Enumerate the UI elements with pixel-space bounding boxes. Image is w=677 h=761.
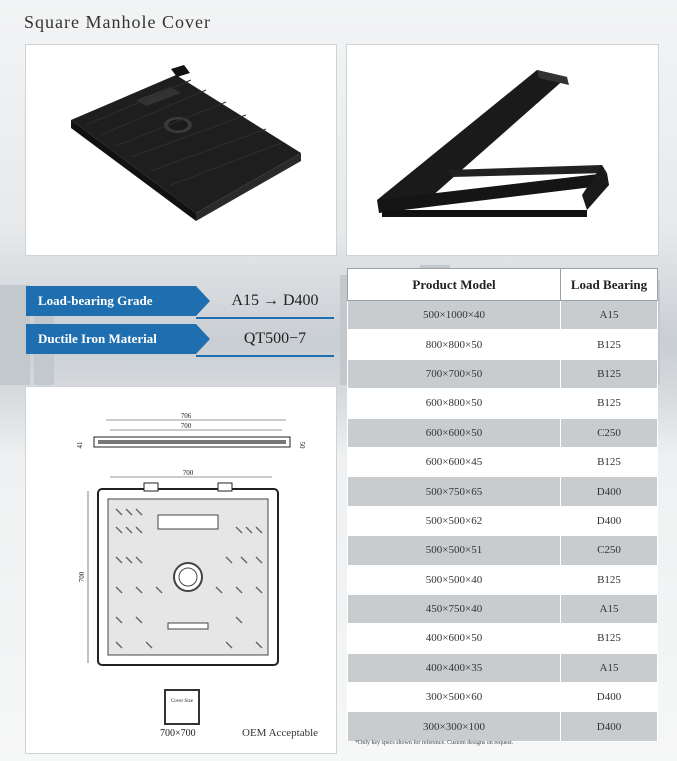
load-bearing-grade-value: A15 → D400 <box>231 292 319 309</box>
table-row <box>348 594 658 623</box>
oem-acceptable: OEM Acceptable <box>242 727 319 739</box>
load-bearing-cell: D400 <box>561 477 658 506</box>
load-bearing-grade-row <box>26 286 334 316</box>
cover-size-label: Cover Size <box>170 699 194 704</box>
label-arrow-shape <box>196 286 210 316</box>
product-model-cell: 300×500×60 <box>348 683 561 712</box>
product-model-cell: 500×500×62 <box>348 506 561 535</box>
dim-top-inner: 700 <box>180 422 192 430</box>
table-row <box>348 330 658 359</box>
product-model-cell: 600×600×45 <box>348 447 561 476</box>
table-row <box>348 301 658 330</box>
table-footnote: *Only key specs shown for reference. Custom designs on request. <box>355 740 514 746</box>
load-bearing-cell: B125 <box>561 447 658 476</box>
underline <box>196 355 334 357</box>
closed-cover-photo <box>25 44 337 256</box>
product-model-cell: 400×600×50 <box>348 624 561 653</box>
header-load-bearing: Load Bearing <box>561 269 658 301</box>
table-row <box>348 477 658 506</box>
load-bearing-cell: A15 <box>561 301 658 330</box>
load-bearing-cell: B125 <box>561 565 658 594</box>
product-model-cell: 500×750×65 <box>348 477 561 506</box>
load-bearing-cell: D400 <box>561 506 658 535</box>
load-bearing-cell: C250 <box>561 536 658 565</box>
table-row <box>348 712 658 741</box>
dim-top-outer: 706 <box>180 412 192 420</box>
load-bearing-grade-label: Load-bearing Grade <box>26 286 196 316</box>
load-bearing-cell: B125 <box>561 389 658 418</box>
table-row <box>348 506 658 535</box>
spec-table <box>347 268 658 742</box>
load-bearing-cell: C250 <box>561 418 658 447</box>
product-model-cell: 700×700×50 <box>348 359 561 388</box>
open-cover-photo <box>346 44 659 256</box>
table-row <box>348 447 658 476</box>
product-model-cell: 500×500×51 <box>348 536 561 565</box>
table-row <box>348 418 658 447</box>
table-row <box>348 536 658 565</box>
cover-size-caption: 700×700 <box>160 728 196 739</box>
underline <box>196 317 334 319</box>
load-bearing-cell: B125 <box>561 330 658 359</box>
load-bearing-cell: B125 <box>561 359 658 388</box>
material-value: QT500−7 <box>243 330 307 347</box>
table-row <box>348 389 658 418</box>
product-model-cell: 600×600×50 <box>348 418 561 447</box>
label-arrow-shape <box>196 324 210 354</box>
load-bearing-cell: B125 <box>561 624 658 653</box>
header-product-model: Product Model <box>348 269 561 301</box>
table-row <box>348 565 658 594</box>
product-model-cell: 450×750×40 <box>348 594 561 623</box>
load-bearing-cell: A15 <box>561 653 658 682</box>
product-model-cell: 600×800×50 <box>348 389 561 418</box>
table-row <box>348 359 658 388</box>
table-row <box>348 653 658 682</box>
product-model-cell: 800×800×50 <box>348 330 561 359</box>
product-model-cell: 500×1000×40 <box>348 301 561 330</box>
product-model-cell: 400×400×35 <box>348 653 561 682</box>
table-row <box>348 683 658 712</box>
dim-plan-width: 700 <box>182 469 194 477</box>
load-bearing-cell: A15 <box>561 594 658 623</box>
spec-table-header <box>348 269 658 301</box>
dim-height-right: 50 <box>298 441 306 449</box>
cover-size-legend <box>164 689 200 725</box>
page-title: Square Manhole Cover <box>24 12 211 32</box>
material-label: Ductile Iron Material <box>26 324 196 354</box>
table-row <box>348 624 658 653</box>
load-bearing-cell: D400 <box>561 683 658 712</box>
dim-height-left: 41 <box>76 441 84 449</box>
product-model-cell: 500×500×40 <box>348 565 561 594</box>
load-bearing-cell: D400 <box>561 712 658 741</box>
material-row <box>26 324 334 354</box>
dim-plan-height: 700 <box>78 571 86 583</box>
product-model-cell: 300×300×100 <box>348 712 561 741</box>
